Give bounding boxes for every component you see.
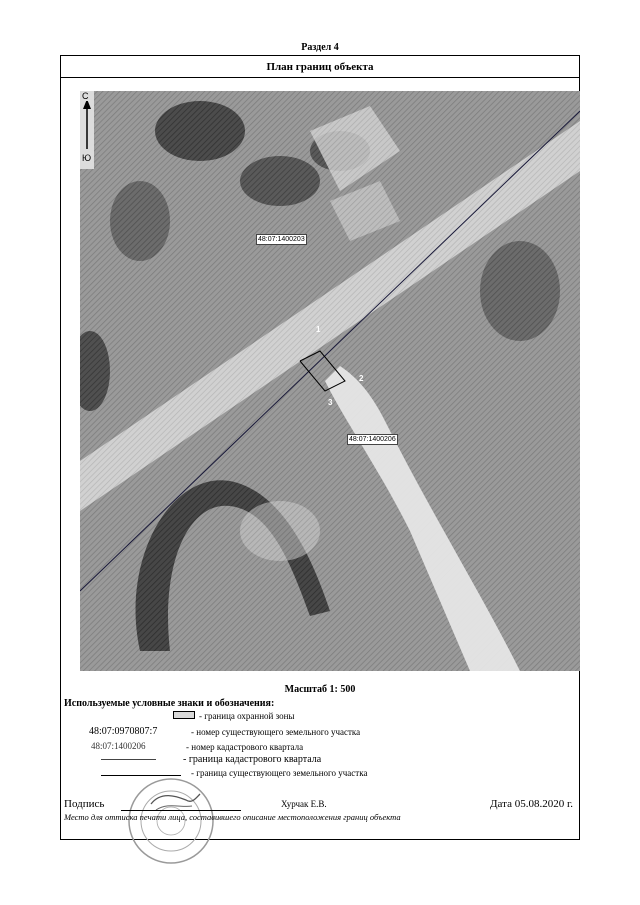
- quarter-label: 48:07:1400203: [258, 236, 305, 243]
- signer-name: Хурчак Е.В.: [281, 799, 327, 809]
- section-label: Раздел 4: [301, 42, 339, 53]
- legend-key: 48:07:0970807:7: [89, 726, 158, 737]
- legend-item: - граница кадастрового квартала: [183, 754, 322, 765]
- compass-south-label: Ю: [82, 153, 92, 163]
- point-label: 2: [359, 374, 364, 383]
- stamp-note: Место для оттиска печати лица, составившего описание местоположения границ объекта: [64, 812, 401, 822]
- legend-key: 48:07:1400206: [91, 741, 146, 751]
- document-frame: [60, 55, 580, 840]
- legend-item: - номер существующего земельного участка: [191, 727, 361, 737]
- map-scale: Масштаб 1: 500: [284, 684, 356, 695]
- page-title: План границ объекта: [61, 56, 579, 78]
- aerial-photo: [80, 91, 580, 671]
- aerial-map: [80, 91, 580, 671]
- compass-north-label: С: [82, 91, 89, 101]
- quarter-boundary-symbol: [101, 759, 156, 760]
- legend-title: Используемые условные знаки и обозначения:: [64, 698, 275, 709]
- signature-label: Подпись: [64, 798, 105, 810]
- document-date: Дата 05.08.2020 г.: [490, 798, 573, 810]
- quarter-label: 48:07:1400206: [349, 436, 396, 443]
- legend-item: - граница охранной зоны: [199, 711, 295, 721]
- protection-zone-symbol: [173, 711, 195, 719]
- point-label: 3: [328, 398, 333, 407]
- point-label: 1: [316, 325, 321, 334]
- legend-item: - граница существующего земельного участка: [191, 768, 368, 778]
- legend-item: - номер кадастрового квартала: [186, 742, 304, 752]
- signature-line: [121, 810, 241, 811]
